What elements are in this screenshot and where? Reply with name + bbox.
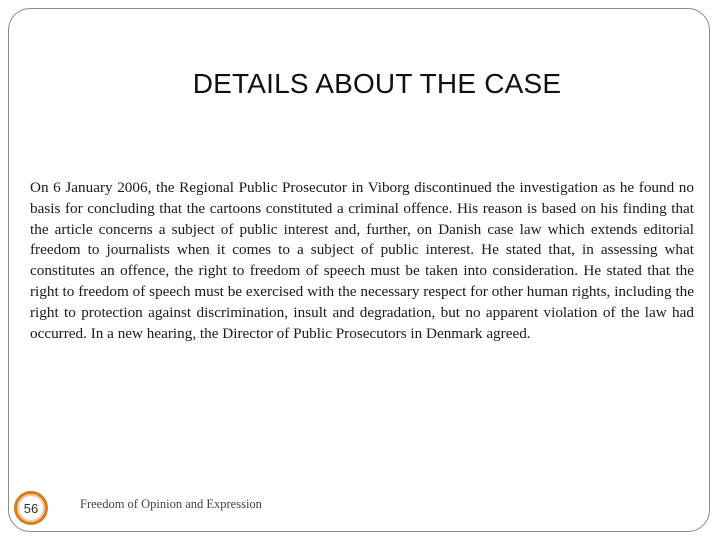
slide-body-text: On 6 January 2006, the Regional Public Prosecutor in Viborg discontinued the investigation as he found no basis for concluding that the cartoons constituted a criminal offence. His reason is based on his finding that the article concerns a subject of public interest and, further, on Danish case law which extends editorial freedom to journalists when it comes to a subject of public interest. He stated that, in assessing what constitutes an offence, the right to freedom of speech must be taken into consideration. He stated that the right to freedom of speech must be exercised with the necessary respect for other human rights, including the right to protection against discrimination, insult and degradation, but no apparent violation of the law had occurred. In a new hearing, the Director of Public Prosecutors in Denmark agreed. [30, 179, 694, 342]
slide-title: DETAILS ABOUT THE CASE [192, 68, 562, 99]
footer-text: Freedom of Opinion and Expression [80, 497, 262, 511]
page-number-badge: 56 [14, 491, 48, 525]
